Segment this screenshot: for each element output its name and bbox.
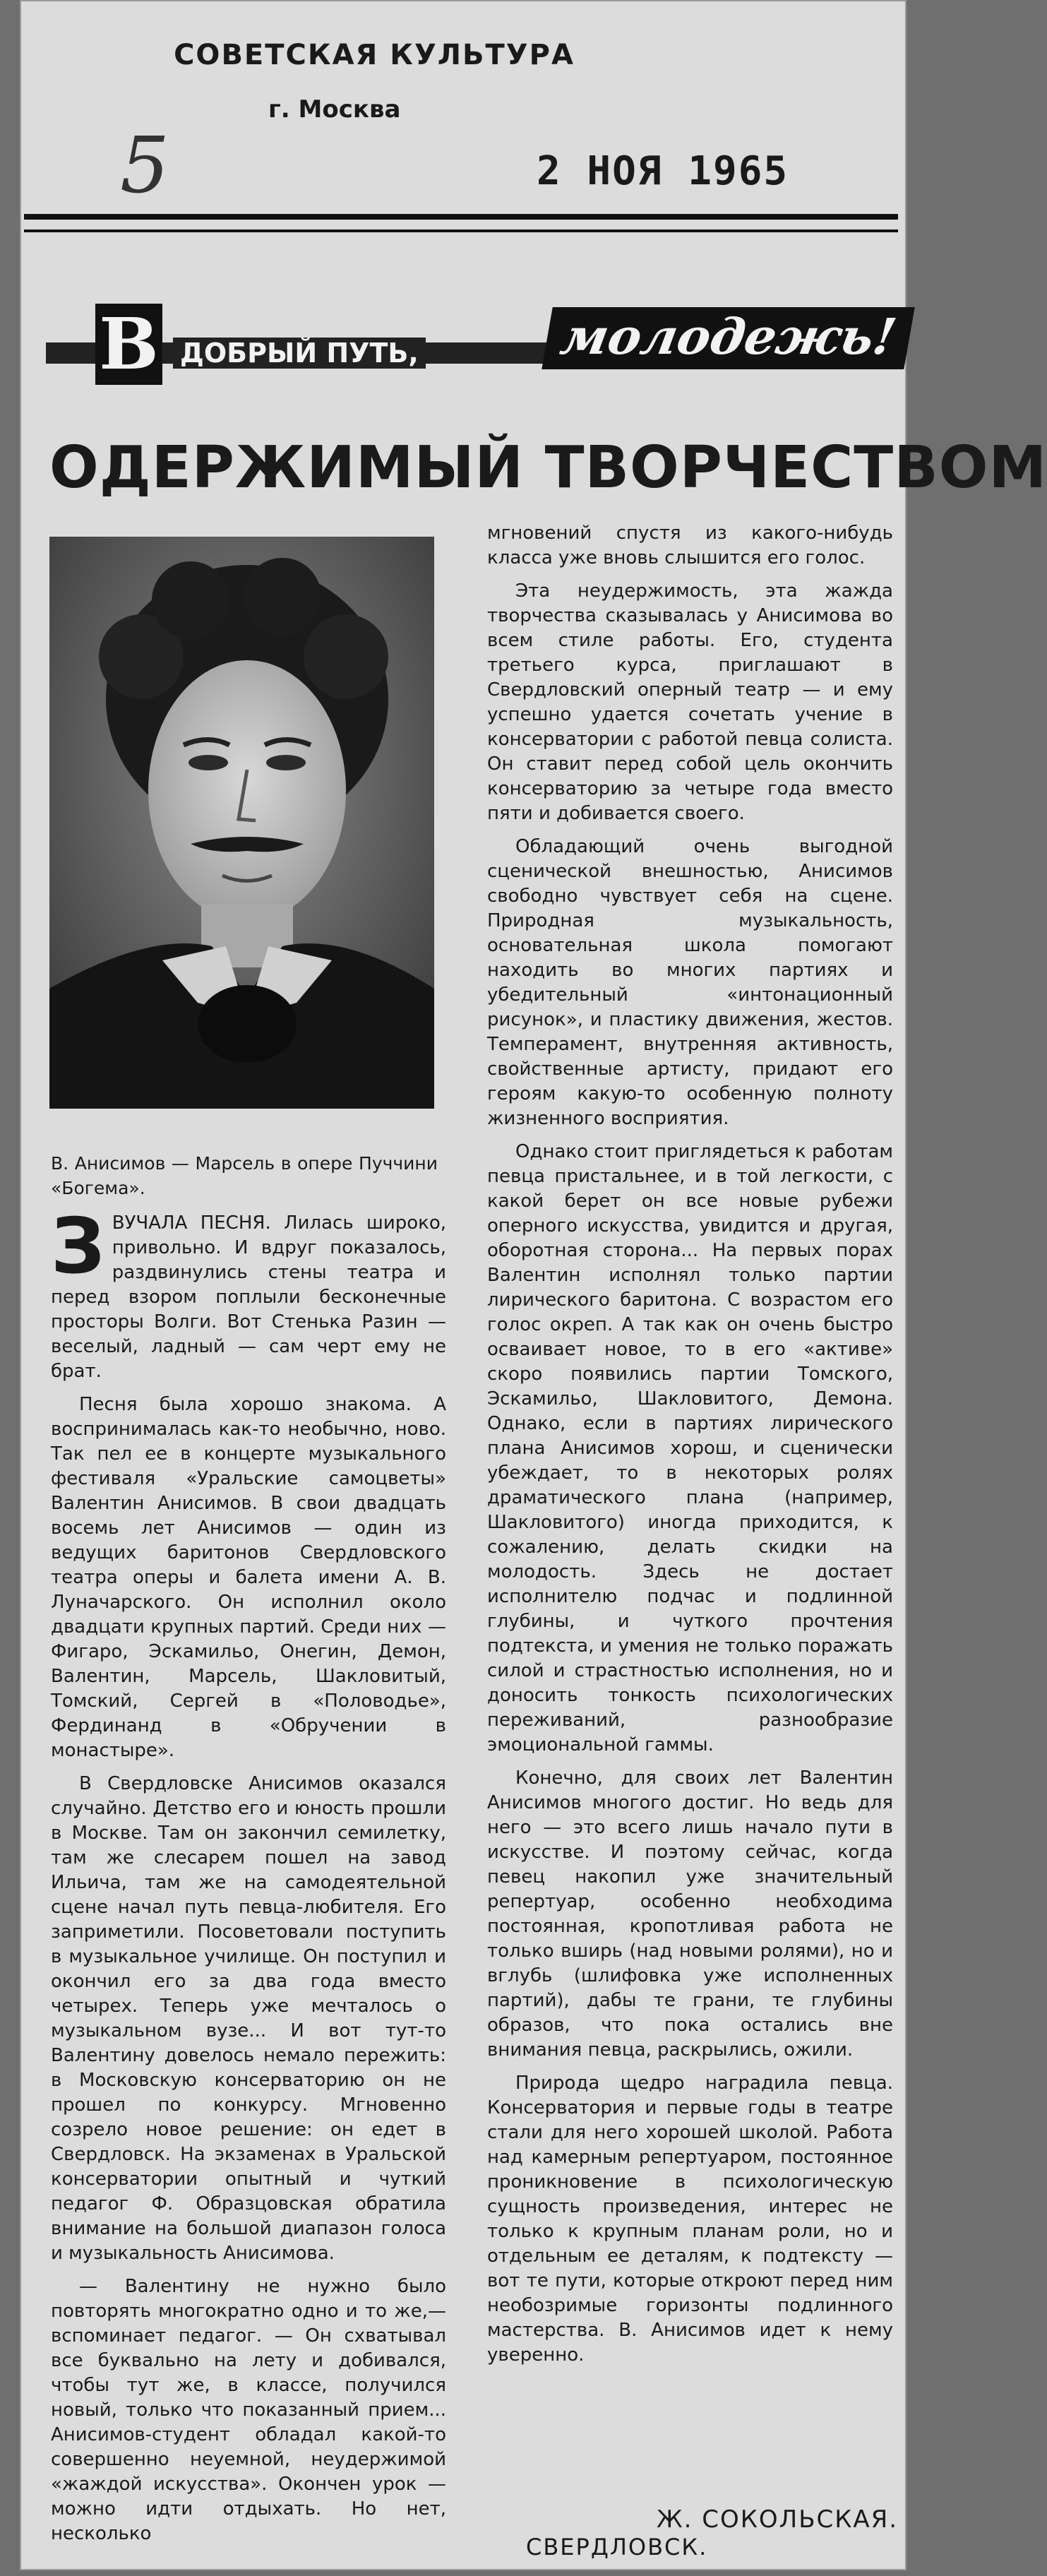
author-signature: Ж. СОКОЛЬСКАЯ.: [657, 2505, 899, 2534]
portrait-photo: [49, 537, 434, 1109]
header-rule-thin: [24, 229, 898, 232]
paragraph: Конечно, для своих лет Валентин Анисимов многого достиг. Но ведь для него — это всего лишь начало пути в искусстве. И поэтому сейчас, когда певец накопил уже значительный репертуар, особенно необходима постоянная, кропотливая работа не только вширь (над новыми ролями), но и вглубь (шлифовка уже исполненных партий), дабы те грани, те глубины образов, что пока остались вне внимания певца, раскрылись, ожили.: [487, 1767, 893, 2061]
paragraph: Однако стоит приглядеться к работам певца пристальнее, и в той легкости, с какой берет он все новые рубежи оперного искусства, увидится и другая, оборотная сторона... На первых порах Валентин исполнял только партии лирического баритона. С возрастом его голос окреп. А так как он очень быстро осваивает новое, то в его «активе» скоро появились партии Томского, Эскамильо, Шакловитого, Демона. Однако, если в партиях лирического плана Анисимов хорош, и сценически убеждает, то в некоторых ролях драматического плана (например, Шакловитого) иногда приходится, к сожалению, делать скидки на молодость. Здесь не достает исполнителю подчас и подлинной глубины, и чуткого прочтения подтекста, и умения не только поражать силой и страстностью исполнения, но и доносить тонкость психологических переживаний, разнообразие эмоциональной гаммы.: [487, 1141, 893, 1755]
paragraph: [51, 1203, 446, 1384]
paragraph: Природа щедро наградила певца. Консерватория и первые годы в театре стали для него хорошей школой. Работа над камерным репертуаром, постоянное проникновение в психологическую сущность произведения, интерес не только к крупным планам роли, но и отдельным ее деталям, к подтексту — вот те пути, которые откроют перед ним необозримые горизонты подлинного мастерства. В. Анисимов идет к нему уверенно.: [487, 2073, 893, 2366]
rubric-script: молодежь!: [542, 307, 914, 369]
author-city: СВЕРДЛОВСК.: [526, 2534, 708, 2560]
paragraph: Эта неудержимость, эта жажда творчества сказывалась у Анисимова во всем стиле работы. Его, студента третьего курса, приглашают в Свердловский оперный театр — и ему успешно удается сочетать учение в консерватории с работой певца солиста. Он ставит перед собой цель окончить консерваторию за четыре года вместо пяти и добивается своего.: [487, 580, 893, 824]
drop-cap: З: [51, 1203, 105, 1291]
paragraph: — Валентину не нужно было повторять многократно одно и то же,— вспоминает педагог. — Он схватывал все буквально на лету и добивался, чтобы тут же, в классе, получился новый, только что показанный прием... Анисимов-студент обладал какой-то совершенно неуемной, неудержимой «жаждой искусства». Окончен урок — можно идти отдыхать. Но нет, несколько: [51, 2276, 446, 2544]
photo-caption: В. Анисимов — Марсель в опере Пуччини «Богема».: [51, 1153, 438, 1198]
article-column-right: [487, 521, 893, 2376]
header-rule-thick: [24, 214, 898, 220]
date-stamp: 2 НОЯ 1965: [537, 148, 789, 194]
paragraph: мгновений спустя из какого-нибудь класса уже вновь слышится его голос.: [487, 523, 893, 568]
portrait-illustration: [49, 537, 434, 1109]
paragraph: Обладающий очень выгодной сценической внешностью, Анисимов свободно чувствует себя на сцене. Природная музыкальность, основательная школа помогают находить во многих партиях и убедительный «интонационный рисунок», и пластику движения, жестов. Темперамент, внутренняя активность, свойственные артисту, придают его героям какую-то особенную полноту жизненного восприятия.: [487, 836, 893, 1129]
handwritten-number: 5: [120, 120, 169, 210]
paragraph-text: ВУЧАЛА ПЕСНЯ. Лилась широко, привольно. И вдруг показалось, раздвинулись стены театра и перед взором поплыли бесконечные просторы Волги. Вот Стенька Разин — веселый, ладный — сам черт ему не брат.: [51, 1212, 446, 1382]
article-column-left: [51, 1203, 446, 2555]
rubric-banner: [46, 302, 901, 388]
rubric-capital: В: [95, 304, 162, 385]
paragraph: Песня была хорошо знакома. А воспринималась как-то необычно, ново. Так пел ее в концерте музыкального фестиваля «Уральские самоцветы» Валентин Анисимов. В свои двадцать восемь лет Анисимов — один из ведущих баритонов Свердловского театра оперы и балета имени А. В. Луначарского. Он исполнил около двадцати крупных партий. Среди них — Фигаро, Эскамильо, Онегин, Демон, Валентин, Марсель, Шакловитый, Томский, Сергей в «Половодье», Фердинанд в «Обручении в монастыре».: [51, 1394, 446, 1761]
paragraph: В Свердловске Анисимов оказался случайно. Детство его и юность прошли в Москве. Там он закончил семилетку, там же слесарем пошел на завод Ильича, там же на самодеятельной сцене начал путь певца-любителя. Его заприметили. Посоветовали поступить в музыкальное училище. Он поступил и окончил его за два года вместо четырех. Теперь уже мечталось о музыкальном вузе... И вот тут-то Валентину довелось немало пережить: в Московскую консерваторию он не прошел по конкурсу. Мгновенно созрело новое решение: он едет в Свердловск. На экзаменах в Уральской консерватории опытный и чуткий педагог Ф. Образцовская обратила внимание на большой диапазон голоса и музыкальность Анисимова.: [51, 1773, 446, 2264]
source-stamp: СОВЕТСКАЯ КУЛЬТУРА: [174, 39, 575, 71]
source-city: г. Москва: [268, 95, 401, 124]
rubric-text: ДОБРЫЙ ПУТЬ,: [173, 338, 426, 369]
article-headline: ОДЕРЖИМЫЙ ТВОРЧЕСТВОМ: [49, 434, 1047, 501]
